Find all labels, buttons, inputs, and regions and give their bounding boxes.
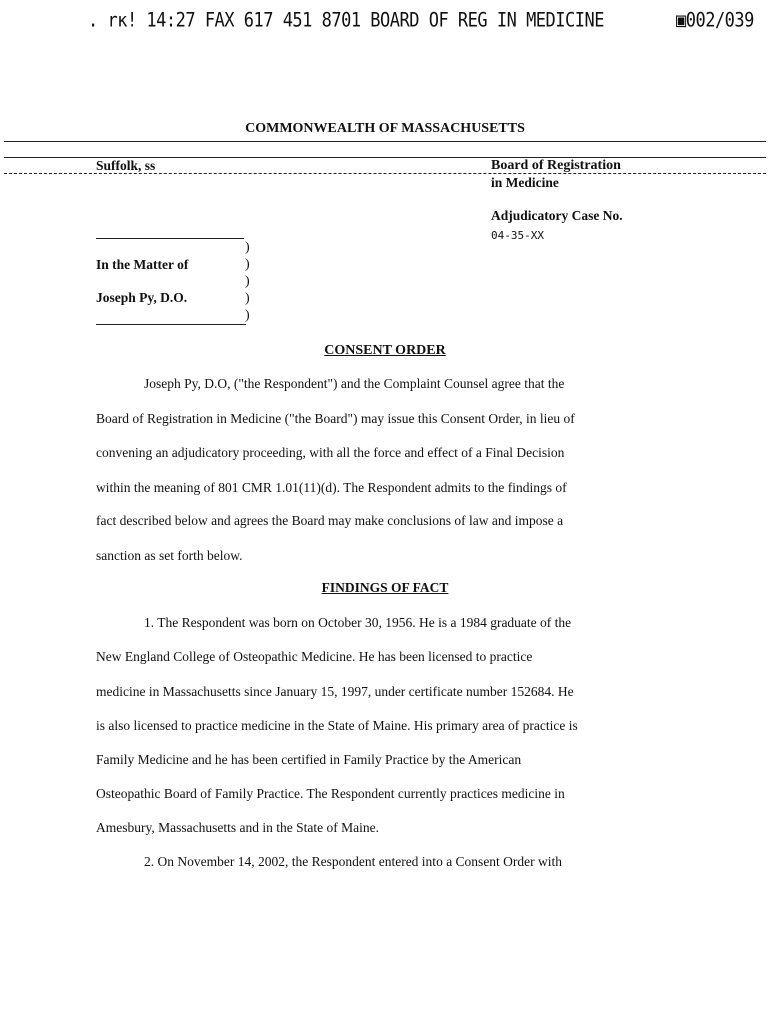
county-label: Suffolk, ss [96,158,156,173]
caption-bracket: ) [245,274,250,289]
case-label: Adjudicatory Case No. [491,208,623,223]
matter-line1: In the Matter of [96,257,189,272]
title-rule [4,141,766,142]
caption-bracket: ) [245,240,250,255]
fax-header-left: . rк! 14:27 FAX 617 451 8701 BOARD OF REG IN MEDICINE [88,9,604,32]
document-title: COMMONWEALTH OF MASSACHUSETTS [245,121,525,136]
findings-heading: FINDINGS OF FACT [321,580,449,595]
caption-bracket: ) [245,291,250,306]
intro-line: Joseph Py, D.O, ("the Respondent") and the Complaint Counsel agree that the [144,376,565,391]
caption-bracket: ) [245,257,250,272]
consent-order-heading: CONSENT ORDER [324,343,446,358]
matter-rule-top [96,238,244,239]
fax-header-page: ▣002/039 [676,9,754,32]
matter-line2: Joseph Py, D.O. [96,290,188,305]
finding-line: Family Medicine and he has been certified in Family Practice by the American [96,752,522,767]
finding-line: New England College of Osteopathic Medicine. He has been licensed to practice [96,649,533,664]
finding-line: 1. The Respondent was born on October 30, 1956. He is a 1984 graduate of the [144,615,572,630]
finding-line: is also licensed to practice medicine in the State of Maine. His primary area of practice is [96,718,578,733]
intro-line: sanction as set forth below. [96,548,243,563]
finding-line: Amesbury, Massachusetts and in the State of Maine. [96,820,379,835]
intro-line: Board of Registration in Medicine ("the Board") may issue this Consent Order, in lieu of [96,411,575,426]
intro-line: within the meaning of 801 CMR 1.01(11)(d). The Respondent admits to the findings of [96,480,567,495]
finding-line: Osteopathic Board of Family Practice. The Respondent currently practices medicine in [96,786,565,801]
board-name-line2: in Medicine [491,175,559,190]
caption-bracket: ) [245,308,250,323]
board-name-line1: Board of Registration [491,158,621,173]
intro-line: fact described below and agrees the Board may make conclusions of law and impose a [96,513,564,528]
finding-line: 2. On November 14, 2002, the Respondent entered into a Consent Order with [144,854,563,869]
intro-line: convening an adjudicatory proceeding, with all the force and effect of a Final Decision [96,445,565,460]
finding-line: medicine in Massachusetts since January 15, 1997, under certificate number 152684. He [96,684,574,699]
case-number: 04-35-XX [491,229,544,242]
matter-rule-bottom [96,324,246,325]
